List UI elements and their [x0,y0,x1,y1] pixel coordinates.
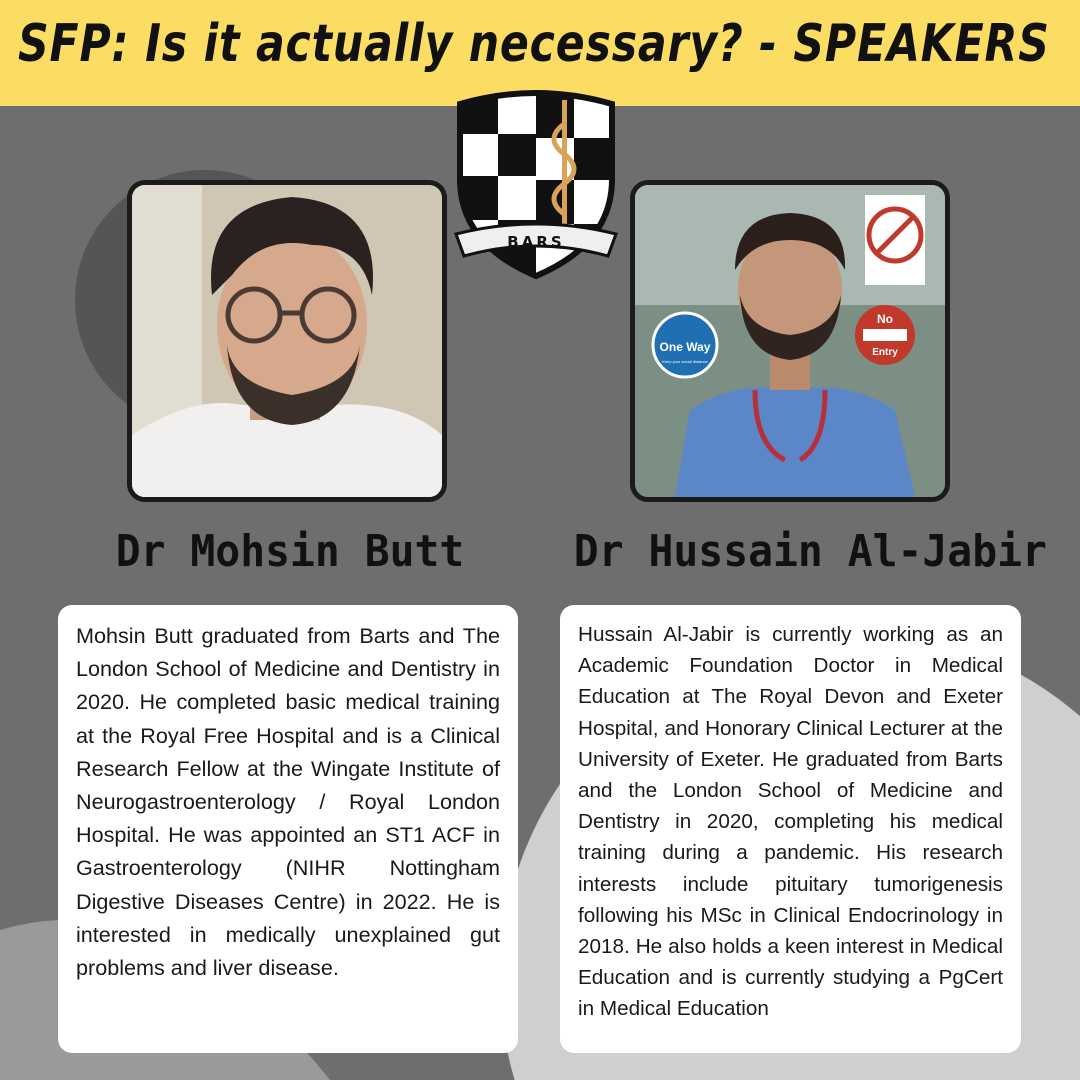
logo-text: BARS [507,233,565,251]
bio-card-mohsin-butt [58,605,518,1053]
speaker-name-hussain-al-jabir: Dr Hussain Al-Jabir [573,526,1047,577]
portrait-illustration [635,185,945,497]
page-title: SFP: Is it actually necessary? - SPEAKERS [18,14,1050,74]
bio-text: Hussain Al-Jabir is currently working as an Academic Foundation Doctor in Medical Education at The Royal Devon and Exeter Hospital, and Honorary Clinical Lecturer at the University of Exeter. He graduated from Barts and the London School of Medicine and Dentistry in 2020, completing his medical training during a pandemic. His research interests include pituitary tumorigenesis following his MSc in Clinical Endocrinology in 2018. He also holds a keen interest in Medical Education and is currently studying a PgCert in Medical Education [578,623,1003,1021]
speaker-photo-hussain-al-jabir [630,180,950,502]
portrait-illustration [132,185,442,497]
one-way-sign-text: One Way [659,340,711,354]
no-entry-sign-text-2: Entry [872,347,898,358]
bio-text: Mohsin Butt graduated from Barts and The London School of Medicine and Dentistry in 2020. He completed basic medical training at the Royal Free Hospital and is a Clinical Research Fellow at the Wingate Institute of Neurogastroenterology / Royal London Hospital. He was appointed an ST1 ACF in Gastroenterology (NIHR Nottingham Digestive Diseases Centre) in 2022. He is interested in medically unexplained gut problems and liver disease. [76,623,500,981]
speaker-name-mohsin-butt: Dr Mohsin Butt [115,526,465,577]
one-way-sign-subtext: Keep your social distance [662,359,708,364]
no-entry-sign-text: No [877,312,893,326]
bars-logo [448,84,624,280]
speaker-photo-mohsin-butt [127,180,447,502]
bio-card-hussain-al-jabir [560,605,1021,1053]
